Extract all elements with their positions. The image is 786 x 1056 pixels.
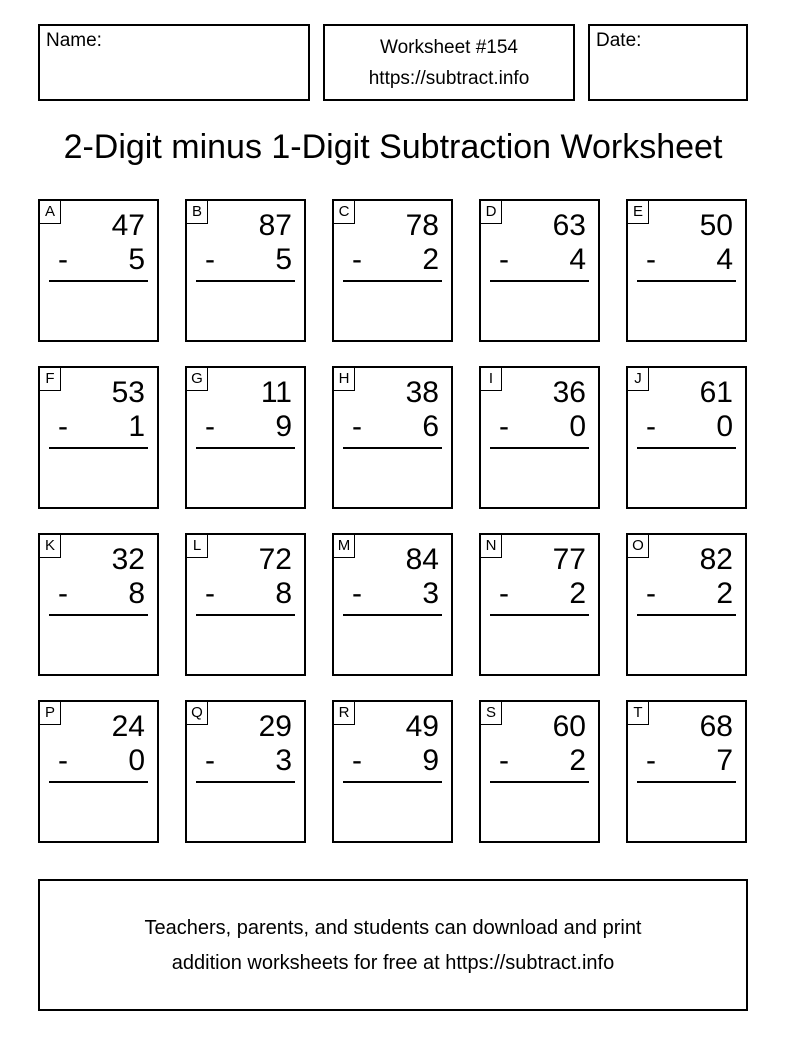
problem-letter: R [334,702,355,725]
minus-sign: - [646,410,656,443]
problem-card [479,366,600,509]
answer-line [49,781,148,783]
problem-letter: J [628,368,649,391]
problem-minuend: 32 [111,543,145,576]
problem-subtrahend: 4 [716,243,733,276]
minus-sign: - [205,744,215,777]
problem-minuend: 78 [405,209,439,242]
problem-subtrahend: 9 [422,744,439,777]
answer-line [343,614,442,616]
answer-line [637,614,736,616]
problem-card [626,533,747,676]
minus-sign: - [499,243,509,276]
problem-card [332,199,453,342]
minus-sign: - [352,243,362,276]
minus-sign: - [499,577,509,610]
problem-subtrahend: 4 [569,243,586,276]
footer-box [38,879,748,1011]
answer-line [490,614,589,616]
minus-sign: - [499,410,509,443]
problem-subtrahend: 1 [128,410,145,443]
answer-line [490,781,589,783]
problem-subtrahend: 2 [716,577,733,610]
minus-sign: - [352,410,362,443]
problem-card [332,700,453,843]
problem-letter: K [40,535,61,558]
problem-letter: I [481,368,502,391]
problem-letter: O [628,535,649,558]
minus-sign: - [205,410,215,443]
answer-line [490,447,589,449]
problem-grid [38,199,748,843]
problem-card [479,199,600,342]
problem-subtrahend: 0 [716,410,733,443]
problem-subtrahend: 7 [716,744,733,777]
problem-subtrahend: 2 [422,243,439,276]
problem-letter: G [187,368,208,391]
minus-sign: - [352,744,362,777]
problem-card [185,533,306,676]
problem-minuend: 50 [699,209,733,242]
name-label: Name: [46,30,102,51]
minus-sign: - [646,243,656,276]
answer-line [196,614,295,616]
problem-subtrahend: 6 [422,410,439,443]
problem-minuend: 77 [552,543,586,576]
problem-letter: F [40,368,61,391]
problem-letter: E [628,201,649,224]
problem-subtrahend: 0 [128,744,145,777]
problem-subtrahend: 8 [128,577,145,610]
problem-card [38,700,159,843]
minus-sign: - [58,410,68,443]
problem-card [185,700,306,843]
answer-line [49,447,148,449]
problem-subtrahend: 5 [128,243,145,276]
problem-minuend: 60 [552,710,586,743]
problem-minuend: 82 [699,543,733,576]
answer-line [343,447,442,449]
minus-sign: - [646,744,656,777]
problem-letter: N [481,535,502,558]
problem-minuend: 61 [699,376,733,409]
answer-line [637,280,736,282]
problem-card [626,199,747,342]
answer-line [49,280,148,282]
answer-line [196,280,295,282]
minus-sign: - [646,577,656,610]
minus-sign: - [499,744,509,777]
date-field[interactable] [588,24,748,101]
problem-minuend: 49 [405,710,439,743]
problem-minuend: 29 [258,710,292,743]
problem-card [332,533,453,676]
problem-letter: C [334,201,355,224]
page-title: 2-Digit minus 1-Digit Subtraction Worksheet [63,128,723,166]
answer-line [196,447,295,449]
problem-card [332,366,453,509]
problem-subtrahend: 5 [275,243,292,276]
problem-subtrahend: 0 [569,410,586,443]
minus-sign: - [205,243,215,276]
answer-line [637,447,736,449]
problem-card [38,533,159,676]
problem-card [626,366,747,509]
minus-sign: - [352,577,362,610]
problem-letter: S [481,702,502,725]
problem-card [626,700,747,843]
problem-minuend: 72 [258,543,292,576]
problem-card [479,533,600,676]
problem-letter: T [628,702,649,725]
answer-line [49,614,148,616]
problem-minuend: 11 [260,376,292,409]
answer-line [637,781,736,783]
problem-subtrahend: 3 [275,744,292,777]
problem-letter: Q [187,702,208,725]
worksheet-website: https://subtract.info [368,68,530,89]
problem-minuend: 38 [405,376,439,409]
minus-sign: - [58,577,68,610]
problem-letter: L [187,535,208,558]
problem-subtrahend: 3 [422,577,439,610]
answer-line [343,280,442,282]
problem-subtrahend: 2 [569,577,586,610]
problem-letter: P [40,702,61,725]
problem-card [38,366,159,509]
problem-subtrahend: 8 [275,577,292,610]
problem-minuend: 36 [552,376,586,409]
worksheet-info-box [323,24,575,101]
answer-line [490,280,589,282]
problem-card [185,366,306,509]
answer-line [343,781,442,783]
minus-sign: - [205,577,215,610]
problem-card [38,199,159,342]
problem-minuend: 84 [405,543,439,576]
name-field[interactable] [38,24,310,101]
date-label: Date: [596,30,642,51]
problem-minuend: 24 [111,710,145,743]
problem-minuend: 68 [699,710,733,743]
problem-minuend: 87 [258,209,292,242]
footer-line-2: addition worksheets for free at https://subtract.info [171,952,615,974]
problem-subtrahend: 9 [275,410,292,443]
problem-card [479,700,600,843]
problem-card [185,199,306,342]
problem-minuend: 63 [552,209,586,242]
worksheet-number: Worksheet #154 [379,37,518,58]
footer-line-1: Teachers, parents, and students can download and print [144,917,642,939]
problem-letter: B [187,201,208,224]
problem-minuend: 47 [111,209,145,242]
problem-letter: A [40,201,61,224]
problem-minuend: 53 [111,376,145,409]
minus-sign: - [58,744,68,777]
answer-line [196,781,295,783]
problem-letter: M [334,535,355,558]
problem-subtrahend: 2 [569,744,586,777]
minus-sign: - [58,243,68,276]
problem-letter: D [481,201,502,224]
problem-letter: H [334,368,355,391]
